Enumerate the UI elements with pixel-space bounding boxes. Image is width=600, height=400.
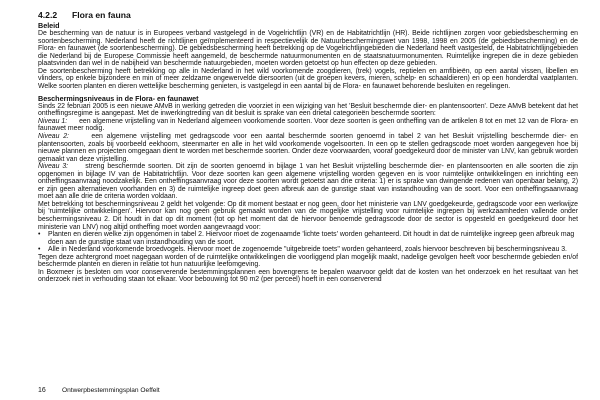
closing-paragraph: Tegen deze achtergrond moet nagegaan worden of de ruimtelijke ontwikkelingen die voorliggend plan mogelijk maakt, nadelige gevolgen heeft voor beschermde gebieden en/of beschermde planten en dieren in relatie tot hun natuurlijke leefomgeving. [38,253,578,269]
beleid-paragraph: De bescherming van de natuur is in Europees verband vastgelegd in de Vogelrichtlijn (VR) en de Habitatrichtlijn (HR). Beide richtlijnen zorgen voor gebiedsbescherming en soortenbescherming. Nederland heeft de richtlijnen geïmplementeerd in respectievelijk de Natuurbeschermingswet van 1998, 1998 en 2005 (de gebiedsbescherming) en de Flora- en faunawet (de soortenbescherming). De gebiedsbescherming heeft betrekking op de Vogelrichtlijngebieden die Nederland heeft vastgesteld, de Habitatrichtlijngebieden die Nederland bij de Europese Commissie heeft aangemeld, de beschermde natuurmonumenten en de staatsnatuurmonumenten. Ruimtelijke ingrepen die in deze gebieden plaatsvinden dan wel in de nabijheid van beschermde natuurgebieden, moeten worden getoetst op hun effecten op deze gebieden. [38,30,578,68]
bullet-item [38,231,578,246]
level-text: een algemene vrijstelling met gedragscode voor een aantal beschermde soorten genoemd in tabel 2 van het Besluit vrijstelling beschermde dier- en plantensoorten, zoals bij voorbeeld eekhoorn, steenmarter en alle in het wild voorkomende vogelsoorten. In een op te stellen gedragscode moet worden aangegeven hoe bij nieuwe plannen en projecten omgegaan dient te worden met beschermde soorten. Onder deze voorwaarden, vooraf goedgekeurd door de minister van LNV, kan gebruik worden gemaakt van deze vrijstelling. [38,132,578,163]
level-text: streng beschermde soorten. Dit zijn de soorten genoemd in bijlage 1 van het Besluit vrijstelling beschermde dier- en plantensoorten en alle soorten die zijn opgenomen in bijlage IV van de Habitatrichtlijn. Voor deze soorten kan geen algemene vrijstelling worden gegeven en is voor ruimtelijke ontwikkelingen en inrichting een ontheffingsaanvraag noodzakelijk. Een ontheffingsaanvraag voor deze soorten wordt getoetst aan drie criteria: 1) er is sprake van dwingende redenen van openbaar belang, 2) er zijn geen alternatieven voorhanden en 3) de ruimtelijke ingreep doet geen afbreuk aan de gunstige staat van instandhouding van de soort. Voor een ontheffingsaanvraag moet aan alle drie de criteria worden voldaan. [38,163,578,201]
beschermingsniveaus-intro: Sinds 22 februari 2005 is een nieuwe AMvB in werking getreden die voorziet in een wijziging van het 'Besluit beschermde dier- en plantensoorten'. Deze AMvB betekent dat het ontheffingsregime is aangepast. Met de inwerkingtreding van dit besluit is sprake van een drietal categorieën beschermde soorten: [38,102,578,118]
bullet-icon: • [38,246,41,254]
level-label: Niveau 2: [38,132,69,140]
closing-paragraph: In Boxmeer is besloten om voor conserverende bestemmingsplannen een bovengrens te bepalen waarvoor geldt dat de kosten van het onderzoek en het resultaat van het onderzoek niet in verhouding staan tot elkaar. Voor bebouwing tot 90 m2 (per perceel) hoeft in een conserverend [38,268,578,284]
level-label: Niveau 1: [38,117,68,125]
level-item [38,133,578,163]
level-item [38,163,578,201]
section-heading [38,10,578,20]
bullet-icon: • [38,231,41,239]
beleid-paragraph: De soortenbescherming heeft betrekking op alle in Nederland in het wild voorkomende zoogdieren, (trek) vogels, reptielen en amfibieën, op een aantal vissen, libellen en vlinders, op enkele bijzondere en min of meer zeldzame ongewervelde diersoorten (uit de groepen kevers, mieren, schelp- en schaaldieren) en op een honderdtal vaatplanten. Welke soorten planten en dieren wettelijke bescherming genieten, is vastgelegd in een aantal bij de Flora- en faunawet behorende besluiten en regelingen. [38,67,578,91]
page-number: 16 [38,387,46,394]
bullet-text: Planten en dieren welke zijn opgenomen in tabel 2. Hiervoor moet de zogenaamde 'lichte toets' worden gehanteerd. Dit houdt in dat de ruimtelijke ingreep geen afbreuk mag doen aan de gunstige staat van instandhouding van de soort. [48,231,575,246]
level-label: Niveau 3: [38,163,69,171]
beschermingsniveaus-heading: Beschermingsniveaus in de Flora- en faunawet [38,93,199,103]
page-footer [38,386,578,396]
body-paragraph: Met betrekking tot beschermingsniveau 2 geldt het volgende: Op dit moment bestaat er nog geen, door het ministerie van LNV goedgekeurde, gedragscode voor een werkwijze bij 'ruimtelijke ontwikkelingen'. Hiervoor kan nog geen gebruik gemaakt worden van de mogelijke vrijstelling voor ruimtelijke ingrepen bij werkzaamheden vallende onder beschermingsniveau 2. Dit houdt in dat op dit moment (tot op het moment dat de hiervoor benoemde gedragscode door de sector is opgesteld en goedgekeurd door het ministerie van LNV) nog altijd ontheffing moet worden aangevraagd voor: [38,200,578,231]
bullet-text: Alle in Nederland voorkomende broedvogels. Hiervoor moet de zogenoemde "uitgebreide toets" worden gehanteerd, zoals hiervoor beschreven bij beschermingsniveau 3. [48,246,567,254]
beleid-heading: Beleid [38,21,60,30]
section-number: 4.2.2 [38,10,58,20]
level-item [38,118,578,133]
document-title: Ontwerpbestemmingsplan Oeffelt [62,387,160,394]
level-text: een algemene vrijstelling van in Nederland algemeen voorkomende soorten. Voor deze soorten is geen ontheffing van de artikelen 8 tot en met 12 van de Flora- en faunawet meer nodig. [38,117,578,133]
text-column [38,10,578,392]
section-title: Flora en fauna [72,10,131,20]
bullet-item [38,246,578,254]
